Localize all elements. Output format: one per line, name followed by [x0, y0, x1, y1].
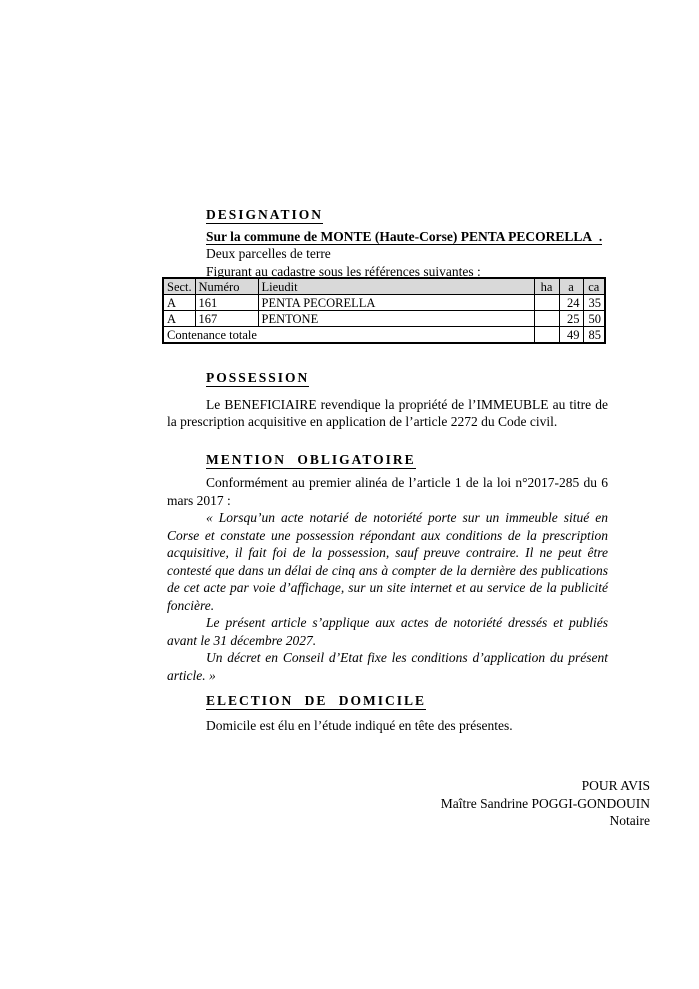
signature-pour-avis: POUR AVIS — [581, 778, 650, 793]
section-heading-possession — [206, 369, 608, 387]
section-heading-designation — [206, 206, 608, 224]
law-quote-paragraph-3: Un décret en Conseil d’Etat fixe les conditions d’application du présent article. » — [167, 650, 608, 683]
section-heading-mention-obligatoire-text: MENTION OBLIGATOIRE — [206, 451, 416, 467]
cell-ca: 50 — [583, 311, 605, 327]
total-ca-cell: 85 — [583, 327, 605, 344]
domicile-paragraph: Domicile est élu en l’étude indiqué en tête des présentes. — [206, 717, 513, 733]
law-quote-paragraph-1: « Lorsqu’un acte notarié de notoriété porte sur un immeuble situé en Corse et constate une possession répondant aux conditions de la prescription acquisitive, il fait foi de la possession, sauf preuve contraire. Il ne peut être contesté que dans un délai de cinq ans à compter de la dernière des publications de cet acte par voie d’affichage, sur un site internet et au service de la publicité foncière. — [167, 510, 608, 613]
cadastre-table — [162, 277, 606, 344]
document-body — [167, 0, 650, 830]
cadastre-intro-line: Figurant au cadastre sous les références suivantes : — [206, 263, 481, 279]
col-header-numero: Numéro — [195, 278, 258, 295]
cell-lieudit: PENTA PECORELLA — [258, 295, 534, 311]
mention-intro-paragraph: Conformément au premier alinéa de l’article 1 de la loi n°2017-285 du 6 mars 2017 : — [167, 475, 608, 508]
commune-line — [167, 228, 608, 246]
signature-notary-name: Maître Sandrine POGGI-GONDOUIN — [440, 795, 650, 811]
total-label-cell: Contenance totale — [163, 327, 534, 344]
total-ha-cell — [534, 327, 559, 344]
parcelles-line: Deux parcelles de terre — [206, 246, 331, 261]
table-row — [163, 311, 605, 327]
col-header-ca: ca — [583, 278, 605, 295]
section-heading-mention-obligatoire — [206, 451, 608, 469]
table-row — [163, 295, 605, 311]
cell-ha — [534, 311, 559, 327]
section-heading-election-domicile — [206, 692, 608, 710]
law-quote-paragraph-2: Le présent article s’applique aux actes de notoriété dressés et publiés avant le 31 décembre 2027. — [167, 615, 608, 648]
section-heading-election-domicile-text: ELECTION DE DOMICILE — [206, 693, 427, 708]
cell-sect: A — [163, 295, 195, 311]
commune-line-text: Sur la commune de MONTE (Haute-Corse) PENTA PECORELLA . — [206, 228, 603, 244]
col-header-a: a — [559, 278, 583, 295]
cell-ha — [534, 295, 559, 311]
col-header-sect: Sect. — [163, 278, 195, 295]
cell-sect: A — [163, 311, 195, 327]
possession-paragraph: Le BENEFICIAIRE revendique la propriété de l’IMMEUBLE au titre de la prescription acquisitive en application de l’article 2272 du Code civil. — [167, 396, 608, 429]
cell-a: 25 — [559, 311, 583, 327]
total-a-cell: 49 — [559, 327, 583, 344]
cell-lieudit: PENTONE — [258, 311, 534, 327]
cell-numero: 161 — [195, 295, 258, 311]
section-heading-designation-text: DESIGNATION — [206, 207, 324, 222]
signature-block — [167, 777, 650, 830]
signature-title: Notaire — [609, 813, 650, 828]
cell-a: 24 — [559, 295, 583, 311]
cadastre-table-header-row — [163, 278, 605, 295]
col-header-lieudit: Lieudit — [258, 278, 534, 295]
table-total-row — [163, 327, 605, 344]
col-header-ha: ha — [534, 278, 559, 295]
cell-numero: 167 — [195, 311, 258, 327]
section-heading-possession-text: POSSESSION — [206, 370, 310, 385]
cell-ca: 35 — [583, 295, 605, 311]
